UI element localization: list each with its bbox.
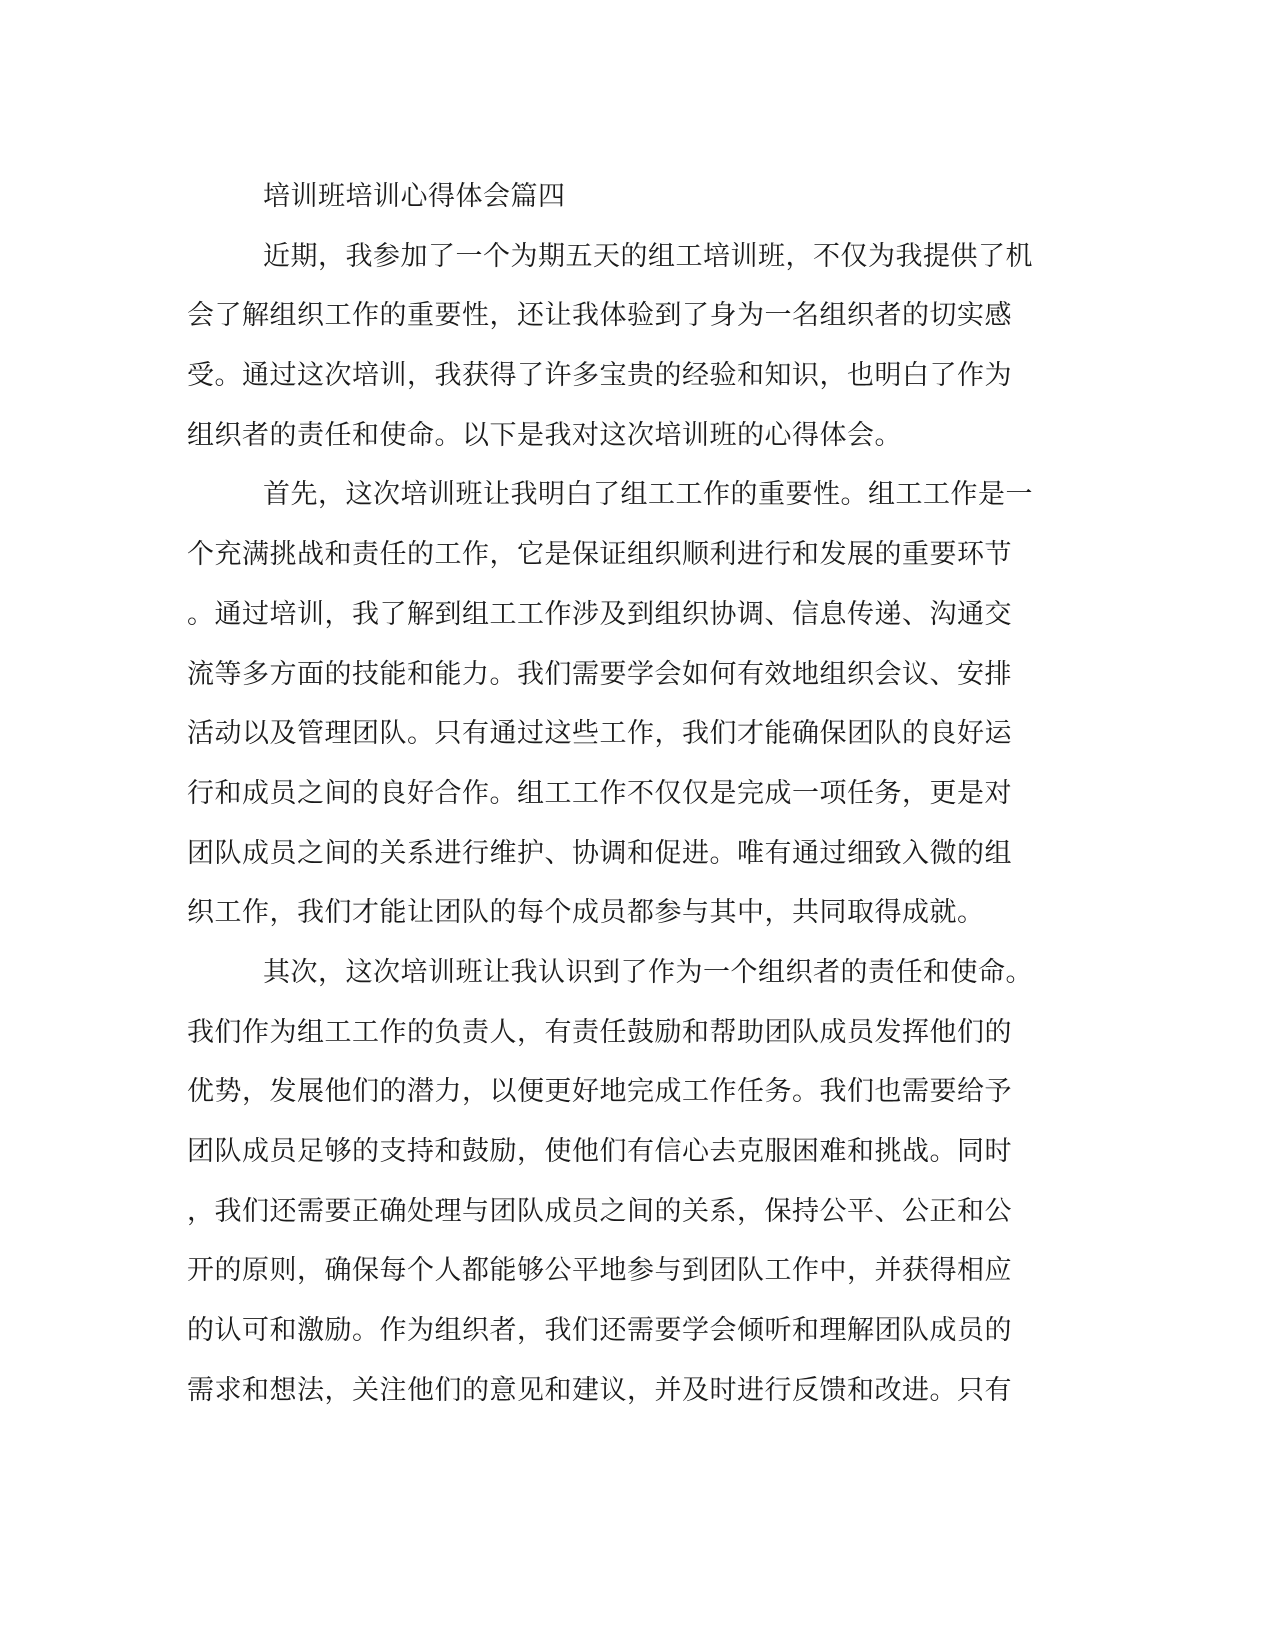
paragraph-line: 会了解组织工作的重要性，还让我体验到了身为一名组织者的切实感 <box>187 300 1012 332</box>
paragraph-line: 我们作为组工工作的负责人，有责任鼓励和帮助团队成员发挥他们的 <box>187 1016 1012 1048</box>
document-body <box>187 167 1067 1420</box>
paragraph-line: 的认可和激励。作为组织者，我们还需要学会倾听和理解团队成员的 <box>187 1315 1012 1347</box>
paragraph-line: 受。通过这次培训，我获得了许多宝贵的经验和知识，也明白了作为 <box>187 360 1012 392</box>
document-title: 培训班培训心得体会篇四 <box>263 181 566 212</box>
paragraph-line: 开的原则，确保每个人都能够公平地参与到团队工作中，并获得相应 <box>187 1255 1012 1287</box>
paragraph-line: 团队成员之间的关系进行维护、协调和促进。唯有通过细致入微的组 <box>187 837 1012 869</box>
paragraph-line: 活动以及管理团队。只有通过这些工作，我们才能确保团队的良好运 <box>187 718 1012 750</box>
paragraph-line: 。通过培训，我了解到组工工作涉及到组织协调、信息传递、沟通交 <box>187 598 1012 630</box>
paragraph-line: 织工作，我们才能让团队的每个成员都参与其中，共同取得成就。 <box>187 897 985 929</box>
paragraph-line: 流等多方面的技能和能力。我们需要学会如何有效地组织会议、安排 <box>187 658 1012 690</box>
paragraph-line: 首先，这次培训班让我明白了组工工作的重要性。组工工作是一 <box>263 479 1033 511</box>
paragraph-line: 其次，这次培训班让我认识到了作为一个组织者的责任和使命。 <box>263 956 1033 988</box>
paragraph-line: 个充满挑战和责任的工作，它是保证组织顺利进行和发展的重要环节 <box>187 539 1012 571</box>
paragraph-line: 优势，发展他们的潜力，以便更好地完成工作任务。我们也需要给予 <box>187 1076 1012 1108</box>
paragraph-line: 行和成员之间的良好合作。组工工作不仅仅是完成一项任务，更是对 <box>187 777 1012 809</box>
paragraph-line: 组织者的责任和使命。以下是我对这次培训班的心得体会。 <box>187 419 902 451</box>
paragraph-line: 近期，我参加了一个为期五天的组工培训班，不仅为我提供了机 <box>263 240 1033 272</box>
paragraph-line: ，我们还需要正确处理与团队成员之间的关系，保持公平、公正和公 <box>187 1195 1012 1227</box>
paragraph-line: 团队成员足够的支持和鼓励，使他们有信心去克服困难和挑战。同时 <box>187 1136 1012 1167</box>
paragraph-line: 需求和想法，关注他们的意见和建议，并及时进行反馈和改进。只有 <box>187 1374 1012 1406</box>
